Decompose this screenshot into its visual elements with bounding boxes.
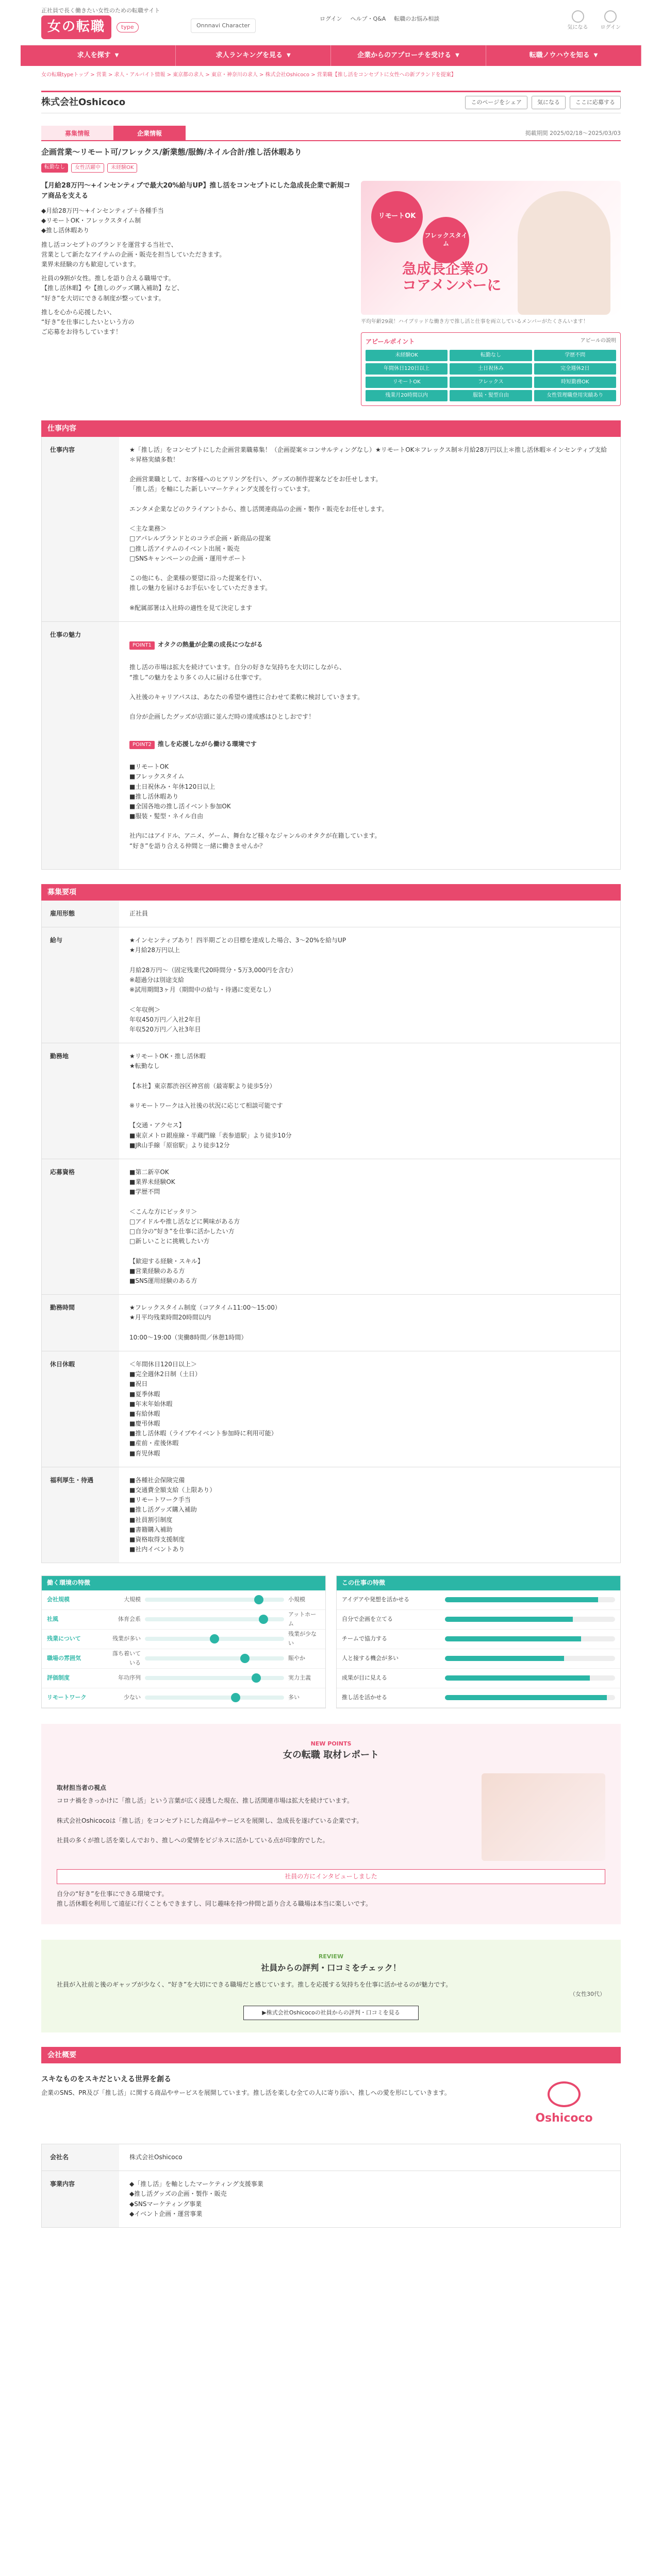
review-title — [57, 1952, 605, 1974]
posting-period: 掲載期間 2025/02/18〜2025/03/03 — [525, 130, 621, 137]
scale-right-label: アットホーム — [288, 1611, 317, 1627]
appeal-chip: 未経験OK — [366, 350, 448, 361]
hero-title-line: コアメンバーに — [402, 277, 502, 294]
work-table — [41, 437, 621, 870]
appeal-chip: 女性管理職登用実績あり — [534, 390, 616, 401]
scale-track — [145, 1696, 284, 1700]
appeal-points — [361, 332, 621, 406]
row-label: 福利厚生・待遇 — [42, 1467, 119, 1563]
about-text — [41, 2074, 497, 2136]
favorite-button[interactable]: 気になる — [532, 96, 566, 109]
appeal-chip: 年間休日120日以上 — [366, 363, 448, 375]
scale-track — [145, 1617, 284, 1621]
table-row — [42, 1467, 620, 1564]
feature-row — [337, 1610, 620, 1630]
top-links — [320, 14, 439, 24]
report-photo — [482, 1773, 605, 1861]
scale-label: 会社規模 — [47, 1596, 70, 1603]
row-body: ◆「推し活」を軸としたマーケティング支援事業 ◆推し活グッズの企画・製作・販売 ◆SNSマーケティング事業 ◆イベント企画・運営事業 — [129, 2180, 263, 2217]
job-paragraph: 推し活コンセプトのブランドを運営する当社で、 営業として新たなアイテムの企画・販売を担当していただきます。 業界未経験の方も歓迎しています。 — [41, 241, 226, 268]
nav-label: 求人ランキングを見る — [216, 51, 283, 59]
breadcrumb[interactable]: 女の転職typeトップ > 営業 > 求人・アルバイト情報 > 東京都の求人 > 東京・神奈川の求人 > 株式会社Oshicoco > 営業職【推し活をコンセプトに女性への新ブランドを提案】 — [41, 72, 456, 78]
report-text — [57, 1773, 469, 1861]
scale-row — [42, 1630, 325, 1649]
company-buttons — [465, 96, 621, 109]
section-company: 会社概要 — [41, 2047, 621, 2063]
feature-label: アイデアや発想を活かせる — [342, 1596, 410, 1603]
row-label: 給与 — [42, 927, 119, 1043]
about-body: 企業のSNS、PR及び「推し活」に関する商品やサービスを展開しています。推し活を楽しむ全ての人に寄り添い、推しへの愛を形にしていきます。 — [41, 2089, 451, 2097]
feature-bar-track — [445, 1656, 615, 1661]
scale-row — [42, 1590, 325, 1610]
scale-marker — [210, 1634, 219, 1643]
job-feature-chart — [336, 1575, 621, 1708]
top-link-help[interactable]: ヘルプ・Q&A — [350, 15, 386, 22]
table-row — [42, 1159, 620, 1295]
feature-bar-track — [445, 1617, 615, 1622]
top-link-login[interactable]: ログイン — [320, 15, 342, 22]
report-body — [57, 1773, 605, 1861]
page — [21, 0, 641, 2228]
company-logo-mark — [548, 2081, 581, 2107]
report-title-text: 女の転職 取材レポート — [283, 1750, 379, 1761]
feature-row — [337, 1688, 620, 1708]
interview-text: 自分の“好き”を仕事にできる環境です。 推し活休暇を利用して遠征に行くこともできますし、同じ趣味を持つ仲間と語り合える職場は本当に楽しいです。 — [57, 1890, 372, 1908]
company-table — [41, 2144, 621, 2228]
job-headline: 企画営業〜リモート可/フレックス/新業態/服飾/ネイル合計/推し活休暇あり — [41, 147, 302, 157]
scale-right-label: 多い — [288, 1694, 300, 1701]
hero-image — [361, 181, 621, 315]
top-icons — [568, 10, 621, 32]
favorites-button[interactable] — [568, 10, 588, 32]
feature-bar — [445, 1656, 564, 1661]
environment-rows — [42, 1590, 325, 1708]
row-body: ★「推し活」をコンセプトにした企画営業職募集！（企画提案＊コンサルティングなし）★リモートOK＊フレックス制＊月給28万円以上＊推し活休暇＊インセンティブ支給＊昇格実績多数！ 企画営業職として、お客様へのヒアリングを行い、グッズの制作提案などをお任せします。 「推し活」を軸にした新しいマーケティング支援を行っています。 エンタメ企業などのクライアントから、推し活関連商品の企画・製作・販売をお任せします。 ＜主な業務＞ □アパレルブランドとのコラボ企画・新商品の提案 □推し活アイテムのイベント出展・販売 □SNSキャンペーンの企画・運用サポート この他にも、企業様の要望に沿った提案を行い、 推しの魅力を届けるお手伝いをしていただきます。 ※配属部署は入社時の適性を見て決定します — [129, 446, 607, 612]
feature-bar-track — [445, 1695, 615, 1700]
scale-label: 評価制度 — [47, 1674, 70, 1682]
scale-label: 残業について — [47, 1635, 81, 1642]
chevron-down-icon: ▼ — [593, 53, 598, 58]
row-body: ★リモートOK・推し活休暇 ★転勤なし 【本社】東京都渋谷区神宮前（最寄駅より徒歩5分） ※リモートワークは入社後の状況に応じて相談可能です 【交通・アクセス】 ■東京メトロ銀座線・半蔵門線「表参道駅」より徒歩10分 ■JR山手線「原宿駅」より徒歩12分 — [129, 1053, 292, 1149]
report-eyebrow: NEW POINTS — [310, 1740, 352, 1747]
job-feature-chart-title: この仕事の特徴 — [337, 1576, 620, 1590]
nav-ranking[interactable] — [176, 45, 331, 66]
scale-label: 職場の雰囲気 — [47, 1655, 81, 1662]
feature-label: チームで協力する — [342, 1635, 387, 1642]
favorites-label: 気になる — [567, 25, 588, 30]
review-button[interactable]: ▶株式会社Oshicocoの社員からの評判・口コミを見る — [243, 2006, 419, 2020]
feature-label: 成果が目に見える — [342, 1674, 387, 1682]
scale-track — [145, 1598, 284, 1602]
job-paragraph: ◆月給28万円〜+インセンティブ＋各種手当 ◆リモートOK・フレックスタイム制 ◆推し活休暇あり — [41, 207, 164, 234]
row-label: 休日休暇 — [42, 1351, 119, 1467]
appeal-grid — [366, 350, 616, 401]
point-heading: オタクの熱量が企業の成長につながる — [157, 641, 263, 649]
point-body: ■リモートOK ■フレックスタイム ■土日祝休み・年休120日以上 ■推し活休暇あり ■全国各地の推し活イベント参加OK ■服装・髪型・ネイル自由 社内にはアイドル、アニメ、ゲーム、舞台など様々なジャンルのオタクが在籍しています。 “好き”を語り合える仲間と一緒に働きませんか？ — [129, 763, 381, 850]
review-text: 社員が入社前と後のギャップが少なく、“好き”を大切にできる職場だと感じています。推しを応援する気持ちを仕事に活かせるのが魅力です。 — [57, 1980, 452, 1988]
appeal-chip: 学歴不問 — [534, 350, 616, 361]
row-label: 会社名 — [42, 2144, 119, 2171]
row-body: ■第二新卒OK ■業界未経験OK ■学歴不問 ＜こんな方にピッタリ＞ □アイドルや推し活などに興味がある方 □自分の“好き”を仕事に活かしたい方 □新しいことに挑戦したい方 【歓迎する経験・スキル】 ■営業経験のある方 ■SNS運用経験のある方 — [129, 1168, 240, 1284]
job-tags — [41, 163, 621, 173]
recruit-table — [41, 901, 621, 1563]
scale-right-label: 実力主義 — [288, 1674, 311, 1682]
main-nav — [21, 45, 641, 66]
scale-right-label: 賑やか — [288, 1655, 305, 1662]
scale-right-label: 残業が少ない — [288, 1631, 317, 1647]
point-heading: 推しを応援しながら働ける環境です — [157, 740, 257, 748]
appeal-title: アピールポイント — [366, 337, 415, 345]
company-logo-word: Oshicoco — [535, 2112, 593, 2125]
review-section — [41, 1940, 621, 2032]
table-row — [42, 1295, 620, 1351]
job-intro — [41, 181, 351, 406]
tab-recruit-info[interactable]: 募集情報 — [41, 126, 113, 140]
heart-icon — [572, 10, 584, 23]
company-name: 株式会社Oshicoco — [41, 96, 126, 108]
row-label: 勤務時間 — [42, 1295, 119, 1351]
feature-row — [337, 1649, 620, 1669]
row-body — [119, 622, 620, 869]
scale-label: リモートワーク — [47, 1694, 87, 1701]
nav-label: 求人を探す — [77, 51, 111, 59]
review-title-text: 社員からの評判・口コミをチェック！ — [261, 1963, 401, 1973]
row-label: 雇用形態 — [42, 901, 119, 927]
nav-label: 企業からのアプローチを受ける — [357, 51, 452, 59]
login-button[interactable] — [601, 10, 621, 32]
remote-ok-bubble: リモートOK — [371, 191, 423, 243]
company-about — [41, 2074, 621, 2136]
person-photo — [518, 191, 610, 315]
table-row — [42, 437, 620, 622]
report-paragraph: コロナ禍をきっかけに「推し活」という言葉が広く浸透した現在、推し活関連市場は拡大を続けています。 株式会社Oshicocoは「推し活」をコンセプトにした商品やサービスを展開し、急成長を遂げている企業です。 社員の多くが推し活を楽しんでおり、推しへの愛情をビジネスに活かしている点が印象的でした。 — [57, 1797, 363, 1844]
scale-left-label: 大規模 — [124, 1596, 141, 1603]
company-logo — [507, 2074, 621, 2136]
feature-bar-track — [445, 1597, 615, 1602]
feature-label: 自分で企画を立てる — [342, 1616, 393, 1623]
row-body: 株式会社Oshicoco — [129, 2154, 183, 2161]
row-label: 勤務地 — [42, 1043, 119, 1159]
feature-bar — [445, 1597, 598, 1602]
nav-search-jobs[interactable] — [21, 45, 176, 66]
appeal-chip: 服装・髪型自由 — [450, 390, 532, 401]
scale-row — [42, 1669, 325, 1688]
scale-left-label: 体育会系 — [118, 1616, 141, 1623]
scale-row — [42, 1610, 325, 1630]
table-row — [42, 622, 620, 870]
scale-marker — [259, 1615, 268, 1624]
feature-bar-track — [445, 1636, 615, 1641]
tab-bar — [41, 126, 621, 141]
section-work: 仕事内容 — [41, 420, 621, 437]
job-tag: 未経験OK — [107, 163, 137, 173]
job-lead: 【月給28万円〜+インセンティブで最大20%給与UP】推し活をコンセプトにした急成長企業で新規コア商品を支える — [41, 181, 351, 200]
scale-label: 社風 — [47, 1616, 58, 1623]
scale-right-label: 小規模 — [288, 1596, 305, 1603]
environment-chart-title: 働く環境の特徴 — [42, 1576, 325, 1590]
feature-label: 人と接する機会が多い — [342, 1655, 399, 1662]
chevron-down-icon: ▼ — [114, 53, 119, 58]
scale-left-label: 少ない — [124, 1694, 141, 1701]
scale-row — [42, 1649, 325, 1669]
point-badge: POINT1 — [129, 641, 155, 650]
feature-row — [337, 1669, 620, 1688]
row-label: 仕事内容 — [42, 437, 119, 621]
appeal-link[interactable]: アピールの説明 — [580, 337, 616, 344]
table-row — [42, 927, 620, 1043]
scale-marker — [254, 1595, 263, 1604]
table-row — [42, 2171, 620, 2228]
scale-row — [42, 1688, 325, 1708]
apply-button[interactable]: ここに応募する — [570, 96, 621, 109]
scale-marker — [240, 1654, 250, 1663]
appeal-chip: 完全週休2日 — [534, 363, 616, 375]
tagline: 正社員で長く働きたい女性のための転職サイト — [41, 7, 160, 14]
hero-visual — [361, 181, 621, 406]
row-body: ■各種社会保険完備 ■交通費全額支給（上限あり） ■リモートワーク手当 ■推し活グッズ購入補助 ■社員割引制度 ■書籍購入補助 ■資格取得支援制度 ■社内イベントあり — [129, 1476, 216, 1553]
feature-row — [337, 1590, 620, 1610]
table-row — [42, 1351, 620, 1467]
scale-marker — [231, 1693, 240, 1702]
appeal-chip: リモートOK — [366, 377, 448, 388]
hero-caption: 平均年齢29歳！ハイブリッドな働き方で推し活と仕事を両立しているメンバーがたくさんいます！ — [361, 318, 588, 325]
feature-bar-track — [445, 1675, 615, 1681]
report-title — [57, 1739, 605, 1763]
about-title: スキなものをスキだといえる世界を創る — [41, 2075, 171, 2084]
share-button[interactable]: このページをシェア — [465, 96, 527, 109]
chevron-down-icon: ▼ — [455, 53, 459, 58]
section-recruit: 募集要項 — [41, 884, 621, 901]
tab-company-info[interactable]: 企業情報 — [113, 126, 186, 140]
feature-row — [337, 1630, 620, 1649]
review-eyebrow: REVIEW — [318, 1953, 344, 1960]
site-logo[interactable] — [41, 15, 139, 39]
chevron-down-icon: ▼ — [286, 53, 291, 58]
nav-label: 転職ノウハウを知る — [529, 51, 590, 59]
appeal-chip: フレックス — [450, 377, 532, 388]
point-badge: POINT2 — [129, 741, 155, 749]
point-body: 推し活の市場は拡大を続けています。自分の好きな気持ちを大切にしながら、 “推し”の魅力をより多くの人に届ける仕事です。 入社後のキャリアパスは、あなたの希望や適性に合わせて柔軟に検討していきます。 自分が企画したグッズが店頭に並んだ時の達成感はひとしおです！ — [129, 664, 364, 721]
user-icon — [604, 10, 617, 23]
feature-label: 推し活を活かせる — [342, 1694, 387, 1701]
feature-bar — [445, 1695, 607, 1700]
table-row — [42, 901, 620, 927]
feature-bar — [445, 1636, 581, 1641]
table-row — [42, 1043, 620, 1159]
job-tag: 転勤なし — [41, 163, 68, 173]
nav-approach[interactable] — [331, 45, 486, 66]
review-signature: （女性30代） — [570, 1990, 605, 1997]
scale-marker — [252, 1673, 261, 1683]
row-body: ★フレックスタイム制度（コアタイム11:00〜15:00） ★月平均残業時間20時間以内 10:00〜19:00（実働8時間／休憩1時間） — [129, 1304, 281, 1341]
scale-track — [145, 1676, 284, 1680]
appeal-chip: 転勤なし — [450, 350, 532, 361]
company-bar — [41, 91, 621, 113]
job-feature-rows — [337, 1590, 620, 1708]
row-body: ＜年間休日120日以上＞ ■完全週休2日制（土日） ■祝日 ■夏季休暇 ■年末年始休暇 ■有給休暇 ■慶弔休暇 ■推し活休暇（ライブやイベント参加時に利用可能） ■産前・産後休暇 ■育児休暇 — [129, 1360, 277, 1457]
feature-bar — [445, 1617, 573, 1622]
hero-title — [402, 261, 501, 294]
row-label: 仕事の魅力 — [42, 622, 119, 869]
appeal-chip: 時短勤務OK — [534, 377, 616, 388]
job-tag: 女性活躍中 — [71, 163, 104, 173]
hero-title-line: 急成長企業の — [402, 260, 489, 278]
logo-sub: type — [117, 22, 139, 32]
scale-track — [145, 1656, 284, 1660]
appeal-chip: 残業月20時間以内 — [366, 390, 448, 401]
brand-mark[interactable]: Onnnavi Character — [191, 19, 256, 33]
job-paragraph: 推しを心から応援したい、 “好き”を仕事にしたいという方の ご応募をお待ちしています！ — [41, 308, 135, 336]
row-body: ★インセンティブあり！四半期ごとの目標を達成した場合、3〜20%を給与UP ★月給28万円以上 月給28万円〜（固定残業代20時間分・5万3,000円を含む） ※超過分は別途支給 ※試用期間3ヶ月（期間中の給与・待遇に変更なし） ＜年収例＞ 年収450万円／入社2年目 年収520万円／入社3年目 — [129, 937, 346, 1033]
scale-left-label: 残業が多い — [112, 1635, 141, 1642]
job-paragraph: 社員の9割が女性。推しを語り合える職場です。 【推し活休暇】や【推しのグッズ購入補助】など、 “好き”を大切にできる制度が整っています。 — [41, 275, 184, 302]
appeal-header — [366, 337, 616, 347]
report-subhead: 取材担当者の視点 — [57, 1784, 107, 1792]
row-label: 事業内容 — [42, 2171, 119, 2227]
table-row — [42, 2144, 620, 2171]
top-header — [21, 0, 641, 45]
scale-track — [145, 1637, 284, 1641]
nav-knowhow[interactable] — [486, 45, 641, 66]
row-label: 応募資格 — [42, 1159, 119, 1294]
hero — [41, 181, 621, 406]
feature-bar — [445, 1675, 590, 1681]
scale-left-label: 年功序列 — [118, 1674, 141, 1682]
environment-chart — [41, 1575, 326, 1708]
row-body: 正社員 — [129, 910, 148, 917]
feature-charts — [41, 1575, 621, 1708]
interview-subtitle: 社員の方にインタビューしました — [57, 1869, 605, 1884]
login-label: ログイン — [600, 25, 621, 30]
flex-bubble: フレックスタイム — [423, 217, 469, 263]
scale-left-label: 落ち着いている — [112, 1650, 141, 1666]
logo-text: 女の転職 — [41, 15, 111, 39]
top-link-consult[interactable]: 転職のお悩み相談 — [394, 15, 440, 22]
interview-report — [41, 1724, 621, 1925]
appeal-chip: 土日祝休み — [450, 363, 532, 375]
